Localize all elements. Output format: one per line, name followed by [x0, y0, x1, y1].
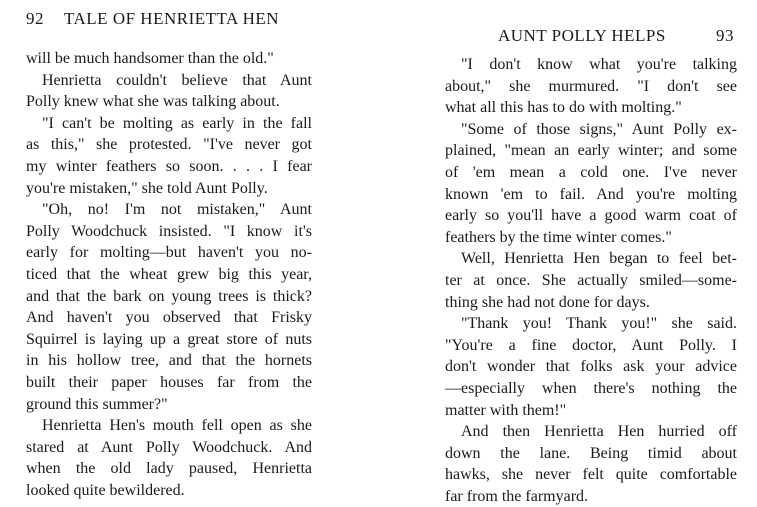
text-line: ter at once. She actually smiled—some- [445, 271, 737, 289]
text-line: ground this summer?" [26, 395, 168, 413]
text-line: about," she murmured. "I don't see [445, 77, 737, 95]
text-line: plained, "mean an early winter; and some [445, 142, 737, 160]
text-line: built their paper houses far from the [26, 373, 312, 391]
right-page-body [445, 54, 737, 507]
text-line: "You're a fine doctor, Aunt Polly. I [445, 336, 737, 354]
text-line: ticed that the wheat grew big this year, [26, 265, 312, 283]
text-line: you're mistaken," she told Aunt Polly. [26, 179, 268, 197]
text-line: don't wonder that folks ask your advice [445, 358, 737, 376]
text-line: early for molting—but haven't you no- [26, 244, 312, 262]
text-line: Polly Woodchuck insisted. "I know it's [26, 222, 312, 240]
text-line: "Some of those signs," Aunt Polly ex- [461, 120, 737, 138]
text-line: —especially when there's nothing the [445, 379, 737, 397]
text-line: "I can't be molting as early in the fall [42, 114, 312, 132]
text-line: as this," she protested. "I've never got [26, 136, 312, 154]
right-running-head-title: AUNT POLLY HELPS [498, 26, 666, 45]
text-line: in his hollow tree, and that the hornets [26, 352, 312, 370]
text-line: Squirrel is laying up a great store of nuts [26, 330, 312, 348]
left-page [0, 0, 378, 500]
text-line: Well, Henrietta Hen began to feel bet- [461, 250, 737, 268]
right-page-number: 93 [716, 26, 734, 45]
text-line: of 'em mean a cold one. I've never [445, 163, 737, 181]
text-line: "Thank you! Thank you!" she said. [461, 315, 737, 333]
text-line: "I don't know what you're talking [461, 56, 737, 73]
text-line: Henrietta Hen's mouth fell open as she [42, 417, 312, 435]
text-line: And then Henrietta Hen hurried off [461, 423, 737, 441]
text-line: will be much handsomer than the old." [26, 50, 274, 67]
text-line: Polly knew what she was talking about. [26, 93, 280, 111]
text-line: known 'em to fail. And you're molting [445, 185, 737, 203]
text-line: and that the bark on young trees is thick? [26, 287, 312, 305]
left-page-number: 92 [26, 9, 44, 28]
right-page [378, 0, 757, 505]
text-line: thing she had not done for days. [445, 293, 650, 311]
text-line: early so you'll have a good warm coat of [445, 207, 737, 225]
text-line: far from the farmyard. [445, 487, 589, 505]
text-line: what all this has to do with molting." [445, 99, 682, 117]
text-line: hawks, she never felt quite comfortable [445, 466, 737, 484]
left-running-head-title: TALE OF HENRIETTA HEN [64, 9, 280, 28]
text-line: feathers by the time winter comes." [445, 228, 672, 246]
text-line: Henrietta couldn't believe that Aunt [42, 71, 312, 89]
text-line: my winter feathers so soon. . . . I fear [26, 157, 312, 175]
text-line: looked quite bewildered. [26, 481, 185, 499]
left-page-body [26, 48, 312, 501]
text-line: And haven't you observed that Frisky [26, 309, 312, 327]
text-line: matter with them!" [445, 401, 567, 419]
text-line: stared at Aunt Polly Woodchuck. And [26, 438, 312, 456]
text-line: down the lane. Being timid about [445, 444, 737, 462]
text-line: "Oh, no! I'm not mistaken," Aunt [42, 201, 312, 219]
text-line: when the old lady paused, Henrietta [26, 460, 312, 478]
